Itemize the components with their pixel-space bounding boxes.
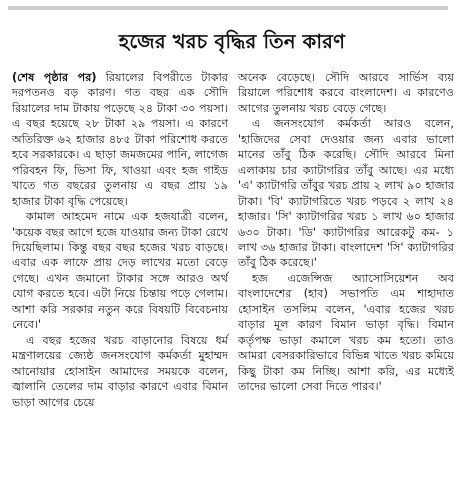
continuation-tag: (শেষ পৃষ্ঠার পর) xyxy=(12,71,97,84)
top-rule xyxy=(8,6,448,10)
paragraph: হজ এজেন্সিজ অ্যাসোসিয়েশন অব বাংলাদেশের (হাব) সভাপতি এম শাহাদাত হোসাইন তসলিম বলেন, 'এবার হজের খরচ বাড়ার মূল কারণ বিমান ভাড়া বৃদ্ধি। বিমান কর্তৃপক্ষ ভাড়া কমালে খরচ কম হতো। তাও আমরা বেসরকারিভাবে বিভিন্ন খাতে খরচ কমিয়ে কিছু টাকা কম নিচ্ছি। আশা করি, এর মধ্যেই তাদের ভালো সেবা দিতে পারব।' xyxy=(238,271,454,394)
paragraph: অনেক বেড়েছে। সৌদি আরবে সার্ভিস ব্যয় রিয়ালে পরিশোধ করবে বাংলাদেশ। এ কারণেও আগের তুলনায় খরচ বেড়ে গেছে। xyxy=(238,71,454,115)
article-column-right xyxy=(238,70,454,395)
paragraph: কামাল আহমেদ নামে এক হজযাত্রী বলেন, 'কয়েক বছর আগে হজে যাওয়ার জন্য টাকা রেখে দিয়েছিলাম। কিন্তু বছর বছর হজের খরচ বাড়ছে। এবার এক লাফে প্রায় দেড় লাখের মতো বেড়ে গেছে। এখন জমানো টাকার সঙ্গে আরও অর্থ যোগ করতে হবে। এটা নিয়ে চিন্তায় পড়ে গেলাম। আশা করি সরকার নতুন করে বিষয়টি বিবেচনায় নেবে।' xyxy=(12,210,228,332)
headline: হজের খরচ বৃদ্ধির তিন কারণ xyxy=(118,30,346,53)
article-column-left xyxy=(12,70,228,410)
paragraph xyxy=(12,70,228,209)
paragraph: এ জনসংযোগ কর্মকর্তা আরও বলেন, 'হাজিদের সেবা দেওয়ার জন্য এবার ভালো মানের তাঁবু ঠিক করেছি। সৌদি আরবে মিনা এলাকায় চার ক্যাটাগরির তাঁবু আছে। এর মধ্যে 'এ' ক্যাটাগরি তাঁবুর খরচ প্রায় ২ লাখ ৯০ হাজার টাকা। 'বি' ক্যাটাগরিতে খরচ পড়বে ২ লাখ ২৪ হাজার। 'সি' ক্যাটাগরির খরচ ১ লাখ ৬০ হাজার ৬৩০ টাকা। 'ডি' ক্যাটাগরির আরেকটু কম- ১ লাখ ৩৬ হাজার টাকা। বাংলাদেশ 'সি' ক্যাটাগরির তাঁবু ঠিক করেছে।' xyxy=(238,117,454,270)
paragraph-text: রিয়ালের বিপরীতে টাকার দরপতনও বড় কারণ। গত বছর এক সৌদি রিয়ালের দাম টাকায় পড়েছে ২৪ টাকা ৩০ পয়সা। এ বছর হয়েছে ২৮ টাকা ২৯ পয়সা। এ কারণে অতিরিক্ত ৬২ হাজার ৪৮৫ টাকা পরিশোধ করতে হবে সরকারকে। এ ছাড়া জমজমের পানি, লাগেজ পরিবহন ফি, ভিসা ফি, খাওয়া এবং হজ গাইড খাতে গত বছরের তুলনায় এ বছর প্রায় ১৯ হাজার টাকা বৃদ্ধি পেয়েছে। xyxy=(12,71,228,208)
paragraph: এ বছর হজের খরচ বাড়ানোর বিষয়ে ধর্ম মন্ত্রণালয়ের জ্যেষ্ঠ জনসংযোগ কর্মকর্তা মুহাম্মদ আনোয়ার হোসাইন আমাদের সময়কে বলেন, জ্বালানি তেলের দাম বাড়ার কারণে এবার বিমান ভাড়া আগের চেয়ে xyxy=(12,333,228,409)
